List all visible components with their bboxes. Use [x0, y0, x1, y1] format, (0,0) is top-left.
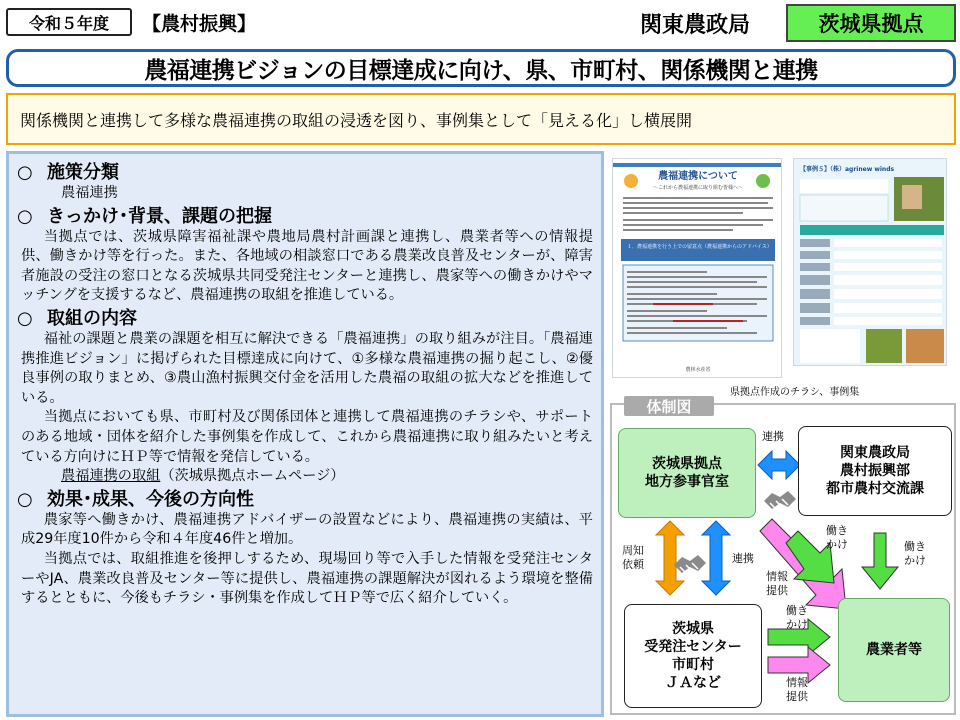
flyer-1-subtitle: ～これから農福連携に取り組む皆様へ～ [652, 185, 744, 191]
flyer-1-box-heading: １．農福連携を行う上での留意点（農福連携からのアドバイス） [627, 244, 772, 250]
node-ibaraki-line2: 地方参事官室 [645, 474, 729, 490]
handshake-icon [674, 555, 706, 573]
flyer-1-footer: 農林水産省 [685, 367, 711, 373]
request-arrow-left [656, 521, 684, 595]
section-heading-background [17, 206, 593, 228]
page-title: 農福連携ビジョンの目標達成に向け、県、市町村、関係機関と連携 [6, 49, 956, 87]
section-heading-results [17, 489, 593, 511]
flyer-1-graphic [613, 159, 782, 378]
section-bullet: ○ [17, 205, 33, 227]
flyer-caption: 県拠点作成のチラシ、事例集 [730, 387, 860, 398]
background-body: 当拠点では、茨城県障害福祉課や農地局農村計画課と連携し、農業者等への情報提供、働きかけ等を行った。また、各地域の相談窓口である農業改良普及センターが、障害者施設の受注の窓口となる茨城県共同受発注センターと連携し、農家等への働きかけやマッチングを支援するなど、農福連携の取組を推進している。 [21, 228, 593, 304]
node-kanto-line3: 都市農村交流課 [826, 481, 924, 497]
summary-banner [6, 93, 956, 145]
node-pref-line2: 受発注センター [644, 639, 742, 655]
results-body-2: 当拠点では、取組推進を後押しするため、現場回り等で入手した情報を受発注センターやJA、農業改良普及センター等に提供し、農福連携の課題解決が図れるよう環境を整備するとともに、今後もチラシ・事例集を作成してＨＰ等で広く紹介していく。 [21, 550, 593, 607]
link-arrow-top [758, 451, 800, 479]
bureau-name: 関東農政局 [640, 13, 751, 38]
label-action-c-line1: 働き [786, 604, 808, 617]
results-body-1: 農家等へ働きかけ、農福連携アドバイザーの設置などにより、農福連携の実績は、平成29年度10件から令和４年度46件と増加。 [21, 511, 593, 548]
label-link-top: 連携 [762, 430, 784, 443]
handshake-icon [764, 491, 796, 509]
label-request-line2: 依頼 [622, 558, 644, 571]
homepage-link-line [17, 467, 593, 487]
node-kanto-line2: 農村振興部 [840, 463, 910, 479]
section-title: 施策分類 [47, 162, 119, 183]
label-action-c [786, 604, 808, 632]
label-request [622, 544, 644, 572]
node-ibaraki-line1: 茨城県拠点 [652, 456, 722, 472]
action-arrow-green-down [862, 533, 898, 589]
node-prefecture-partners [624, 604, 762, 708]
node-farmers-label: 農業者等 [866, 642, 922, 658]
section-title: きっかけ･背景、課題の把握 [47, 205, 272, 227]
flyer-image-2 [793, 158, 947, 366]
content-body-2: 当拠点においても県、市町村及び関係団体と連携して農福連携のチラシや、サポートのある地域・団体を紹介した事例集を作成して、これから農福連携に取り組みたいと考えている方向けにＨＰ等で情報を発信している。 [21, 409, 593, 465]
node-pref-line3: 市町村 [671, 657, 714, 673]
link-arrow-left [702, 521, 730, 595]
label-action-b [904, 540, 926, 568]
org-chart-label: 体制図 [624, 396, 714, 416]
flyer-2-graphic [794, 159, 947, 366]
label-info-b [786, 676, 808, 704]
section-heading-policy [17, 162, 593, 184]
homepage-link-note: （茨城県拠点ホームページ） [160, 468, 345, 485]
label-info-a [766, 570, 788, 598]
policy-body: 農福連携 [61, 185, 118, 201]
label-info-b-line2: 提供 [786, 690, 808, 703]
label-action-a-line1: 働き [826, 524, 848, 537]
fiscal-year-badge: 令和５年度 [6, 8, 132, 36]
flyer-1-title: 農福連携について [658, 171, 738, 182]
label-info-a-line2: 提供 [766, 584, 788, 597]
summary-text: 関係機関と連携して多様な農福連携の取組の浸透を図り、事例集として「見える化」し横展開 [20, 110, 693, 130]
label-action-a-line2: かけ [826, 538, 848, 551]
node-pref-line1: 茨城県 [671, 621, 714, 637]
label-action-a [826, 524, 848, 552]
node-kanto-bureau [798, 426, 952, 516]
label-action-b-line2: かけ [904, 554, 926, 567]
section-bullet: ○ [17, 162, 33, 183]
label-action-b-line1: 働き [904, 540, 926, 553]
flyer-2-title: 【事例５】（株）agrinew winds [800, 166, 895, 173]
content-body-1: 福祉の課題と農業の課題を相互に解決できる「農福連携」の取り組みが注目。「農福連携推進ビジョン」に掲げられた目標達成に向けて、①多様な農福連携の掘り起こし、②優良事例の取りまとめ、③農山漁村振興交付金を活用した農福の取組の拡大などを推進している。 [21, 330, 593, 406]
label-info-a-line1: 情報 [766, 570, 788, 583]
label-info-b-line1: 情報 [786, 676, 808, 689]
description-panel [6, 151, 604, 717]
section-bullet: ○ [17, 488, 33, 510]
category-label: 【農村振興】 [142, 13, 257, 35]
label-action-c-line2: かけ [786, 618, 808, 631]
section-bullet: ○ [17, 307, 33, 329]
node-kanto-line1: 関東農政局 [840, 445, 910, 461]
node-farmers [838, 598, 950, 702]
section-heading-content [17, 308, 593, 330]
flyer-image-1 [612, 158, 782, 378]
section-title: 取組の内容 [47, 307, 137, 329]
label-link-left: 連携 [732, 552, 754, 565]
node-pref-line4: ＪＡなど [664, 675, 721, 691]
office-badge: 茨城県拠点 [786, 4, 956, 42]
section-title: 効果･成果、今後の方向性 [47, 488, 254, 510]
label-request-line1: 周知 [622, 544, 644, 557]
node-ibaraki-office [618, 428, 756, 518]
homepage-link[interactable]: 農福連携の取組 [61, 468, 161, 485]
